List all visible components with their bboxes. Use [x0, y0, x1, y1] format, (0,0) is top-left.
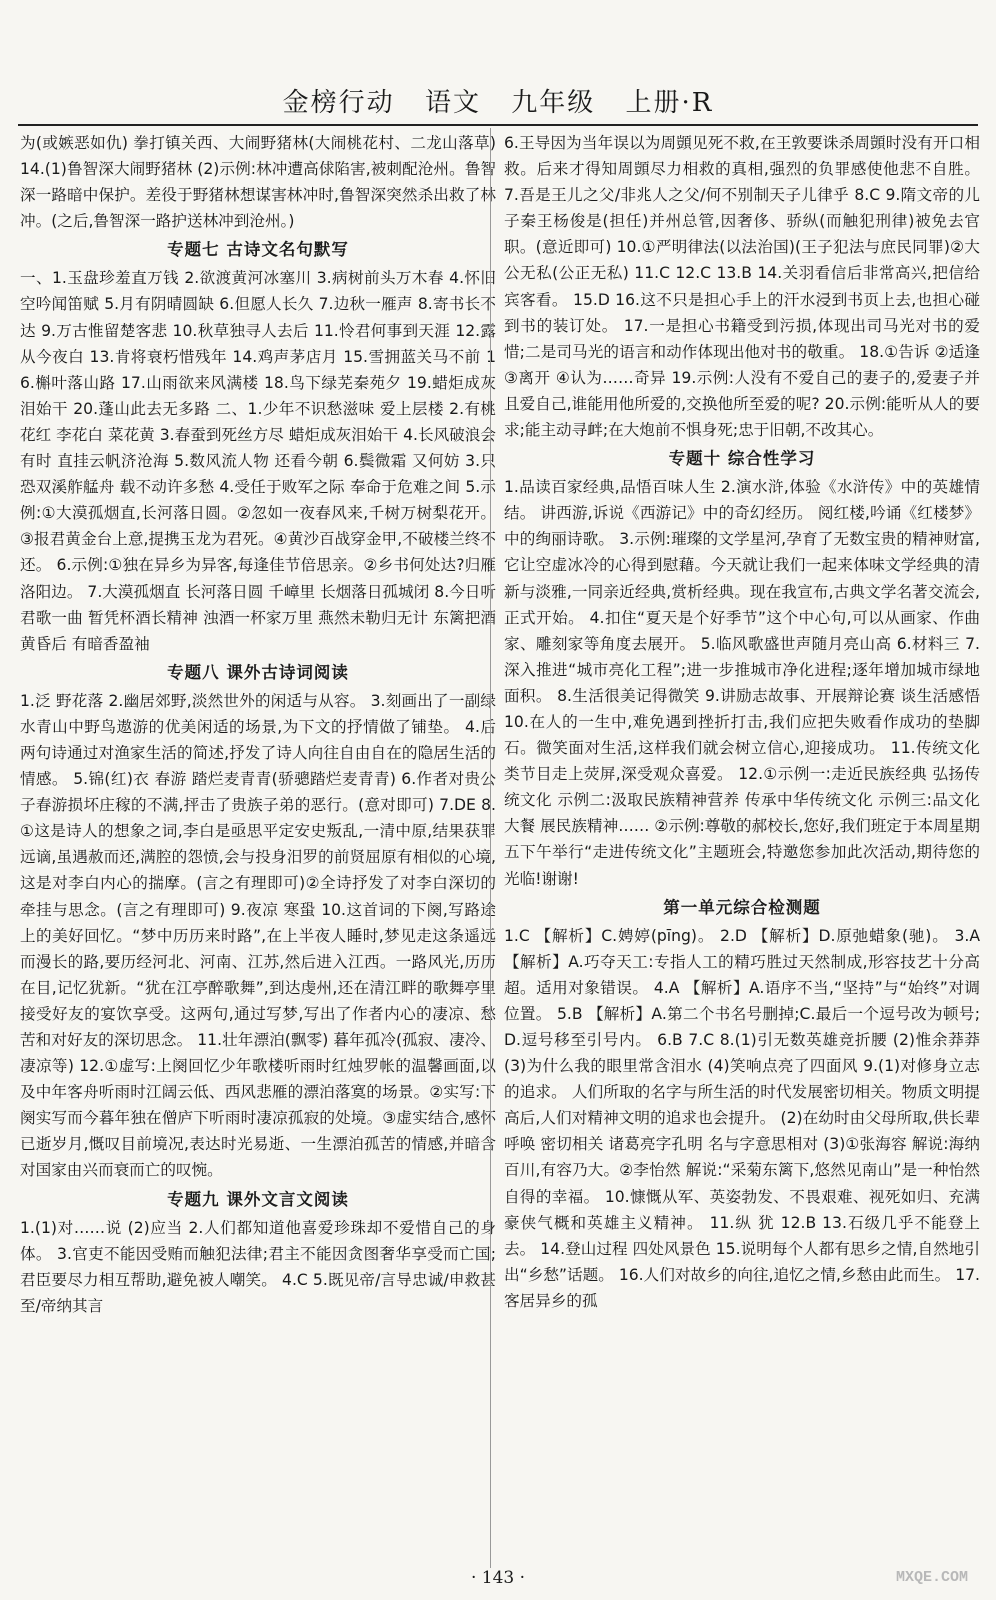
- answer-paragraph: 1.泛 野花落 2.幽居郊野,淡然世外的闲适与从容。 3.刻画出了一副绿水青山中野鸟遨游的优美闲适的场景,为下文的抒情做了铺垫。 4.后两句诗通过对渔家生活的简述,抒发了诗人向往自由自在的隐居生活的情感。 5.锦(红)衣 春游 踏烂麦青青(骄骢踏烂麦青青) 6.作者对贵公子春游损坏庄稼的不满,抨击了贵族子弟的恶行。(意对即可) 7.DE 8.①这是诗人的想象之词,李白是亟思平定安史叛乱,一清中原,结果获罪远谪,虽遇赦而还,满腔的怨愤,会与投身汨罗的前贤屈原有相似的心境,这是对李白内心的揣摩。(言之有理即可)②全诗抒发了对李白深切的牵挂与思念。(言之有理即可) 9.夜凉 寒蛩 10.这首词的下阕,写路途上的美好回忆。“梦中历历来时路”,在上半夜人睡时,梦见走这条遥远而漫长的路,要历经河北、河南、江苏,然后进入江西。一路风光,历历在目,记忆犹新。“犹在江亭醉歌舞”,到达虔州,还在清江畔的歌舞亭里接受好友的宴饮享受。这两句,通过写梦,写出了作者内心的凄凉、愁苦和对好友的深切思念。 11.壮年漂泊(飘零) 暮年孤冷(孤寂、凄冷、凄凉等) 12.①虚写:上阕回忆少年歌楼听雨时红烛罗帐的温馨画面,以及中年客舟听雨时江阔云低、西风悲雁的漂泊落寞的场景。②实写:下阕实写而今暮年独在僧庐下听雨时凄凉孤寂的处境。③虚实结合,感怀已逝岁月,慨叹目前境况,表达时光易逝、一生漂泊孤苦的情感,并暗含对国家由兴而衰而亡的叹惋。: [20, 691, 496, 1180]
- column-divider: [490, 128, 491, 1568]
- header-rule: [18, 124, 978, 126]
- page-header: [0, 82, 996, 122]
- left-column: [20, 130, 496, 1319]
- section-heading: 专题十 综合性学习: [668, 449, 816, 469]
- answer-paragraph: 为(或嫉恶如仇) 拳打镇关西、大闹野猪林(大闹桃花村、二龙山落草) 14.(1)鲁智深大闹野猪林 (2)示例:林冲遭高俅陷害,被刺配沧州。鲁智深一路暗中保护。差役于野猪林想谋害林冲时,鲁智深突然杀出救了林冲。(之后,鲁智深一路护送林冲到沧州。): [20, 134, 496, 231]
- header-grade: 九年级: [511, 88, 596, 118]
- header-volume: 上册·R: [625, 88, 714, 118]
- answer-paragraph: 一、1.玉盘珍羞直万钱 2.欲渡黄河冰塞川 3.病树前头万木春 4.怀旧空吟闻笛赋 5.月有阴晴圆缺 6.但愿人长久 7.边秋一雁声 8.寄书长不达 9.万古惟留楚客悲 10.秋草独寻人去后 11.怜君何事到天涯 12.露从今夜白 13.肯将衰朽惜残年 14.鸡声茅店月 15.雪拥蓝关马不前 16.槲叶落山路 17.山雨欲来风满楼 18.鸟下绿芜秦苑夕 19.蜡炬成灰泪始干 20.蓬山此去无多路 二、1.少年不识愁滋味 爱上层楼 2.有桃花红 李花白 菜花黄 3.春蚕到死丝方尽 蜡炬成灰泪始干 4.长风破浪会有时 直挂云帆济沧海 5.数风流人物 还看今朝 6.鬓微霜 又何妨 3.只恐双溪舴艋舟 载不动许多愁 4.受任于败军之际 奉命于危难之间 5.示例:①大漠孤烟直,长河落日圆。②忽如一夜春风来,千树万树梨花开。③报君黄金台上意,提携玉龙为君死。④黄沙百战穿金甲,不破楼兰终不还。 6.示例:①独在异乡为异客,每逢佳节倍思亲。②乡书何处达?归雁洛阳边。 7.大漠孤烟直 长河落日圆 千嶂里 长烟落日孤城闭 8.今日听君歌一曲 暂凭杯酒长精神 浊酒一杯家万里 燕然未勒归无计 东篱把酒黄昏后 有暗香盈袖: [20, 269, 496, 653]
- section-heading: 专题九 课外文言文阅读: [167, 1189, 349, 1209]
- section-heading: 专题七 古诗文名句默写: [167, 240, 349, 260]
- header-subject: 语文: [424, 88, 481, 118]
- right-column: [504, 130, 980, 1314]
- header-brand: 金榜行动: [282, 88, 395, 118]
- answer-paragraph: 1.C 【解析】C.娉婷(pīng)。 2.D 【解析】D.原弛蜡象(驰)。 3.A 【解析】A.巧夺天工:专指人工的精巧胜过天然制成,形容技艺十分高超。适用对象错误。 4.A 【解析】A.语序不当,“坚持”与“始终”对调位置。 5.B 【解析】A.第二个书名号删掉;C.最后一个逗号改为顿号;D.逗号移至引号内。 6.B 7.C 8.(1)引无数英雄竞折腰 (2)惟余莽莽 (3)为什么我的眼里常含泪水 (4)笑响点亮了四面风 9.(1)对修身立志的追求。 人们所取的名字与所生活的时代发展密切相关。物质文明提高后,人们对精神文明的追求也会提升。 (2)在幼时由父母所取,供长辈呼唤 密切相关 诸葛亮字孔明 名与字意思相对 (3)①张海容 解说:海纳百川,有容乃大。②李怡然 解说:“采菊东篱下,悠然见南山”是一种怡然自得的幸福。 10.慷慨从军、英姿勃发、不畏艰难、视死如归、充满豪侠气概和英雄主义精神。 11.纵 犹 12.B 13.石级几乎不能登上去。 14.登山过程 四处风景色 15.说明每个人都有思乡之情,自然地引出“乡愁”话题。 16.人们对故乡的向往,追忆之情,乡愁由此而生。 17.客居异乡的孤: [504, 926, 980, 1310]
- answer-paragraph: 1.品读百家经典,品悟百味人生 2.演水浒,体验《水浒传》中的英雄情结。 讲西游,诉说《西游记》中的奇幻经历。 阅红楼,吟诵《红楼梦》中的绚丽诗歌。 3.示例:璀璨的文学星河,孕育了无数宝贵的精神财富,它让空虚冰冷的心得到慰藉。今天就让我们一起来体味文学经典的清新与淡雅,一同亲近经典,赏析经典。现在我宣布,古典文学名著交流会,正式开始。 4.扣住“夏天是个好季节”这个中心句,可以从画家、作曲家、雕刻家等角度去展开。 5.临风歌盛世声随月亮山高 6.材料三 7.深入推进“城市亮化工程”;进一步推城市净化进程;逐年增加城市绿地面积。 8.生活很美记得微笑 9.讲励志故事、开展辩论赛 谈生活感悟 10.在人的一生中,难免遇到挫折打击,我们应把失败看作成功的垫脚石。微笑面对生活,这样我们就会树立信心,迎接成功。 11.传统文化类节目走上荧屏,深受观众喜爱。 12.①示例一:走近民族经典 弘扬传统文化 示例二:汲取民族精神营养 传承中华传统文化 示例三:品文化大餐 展民族精神…… ②示例:尊敬的郝校长,您好,我们班定于本周星期五下午举行“走进传统文化”主题班会,特邀您参加此次活动,期待您的光临!谢谢!: [504, 478, 980, 888]
- answer-paragraph: 6.王导因为当年误以为周顗见死不救,在王敦要诛杀周顗时没有开口相救。后来才得知周顗尽力相救的真相,强烈的负罪感使他悲不自胜。 7.吾是王儿之父/非兆人之父/何不别制天子儿律乎 8.C 9.隋文帝的儿子秦王杨俊是(担任)并州总管,因奢侈、骄纵(而触犯刑律)被免去官职。(意近即可) 10.①严明律法(以法治国)(王子犯法与庶民同罪)②大公无私(公正无私) 11.C 12.C 13.B 14.关羽看信后非常高兴,把信给宾客看。 15.D 16.这不只是担心手上的汗水浸到书页上去,也担心碰到书的装订处。 17.一是担心书籍受到污损,体现出司马光对书的爱惜;二是司马光的语言和动作体现出他对书的敬重。 18.①告诉 ②适逢 ③离开 ④认为……奇异 19.示例:人没有不爱自己的妻子的,爱妻子并且爱自己,谁能用他所爱的,交换他所至爱的呢? 20.示例:能听从人的要求;能主动寻衅;在大炮前不惧身死;忠于旧朝,不改其心。: [504, 134, 980, 440]
- answer-paragraph: 1.(1)对……说 (2)应当 2.人们都知道他喜爱珍珠却不爱惜自己的身体。 3.官吏不能因受贿而触犯法律;君主不能因贪图奢华享受而亡国;君臣要尽力相互帮助,避免被人嘲笑。 4.C 5.既见帝/言导忠诚/申救甚至/帝纳其言: [20, 1218, 496, 1315]
- watermark-logo: MXQE.COM: [895, 1569, 968, 1586]
- section-heading: 第一单元综合检测题: [663, 897, 821, 917]
- page-number: · 143 ·: [470, 1568, 526, 1588]
- section-heading: 专题八 课外古诗词阅读: [167, 662, 349, 682]
